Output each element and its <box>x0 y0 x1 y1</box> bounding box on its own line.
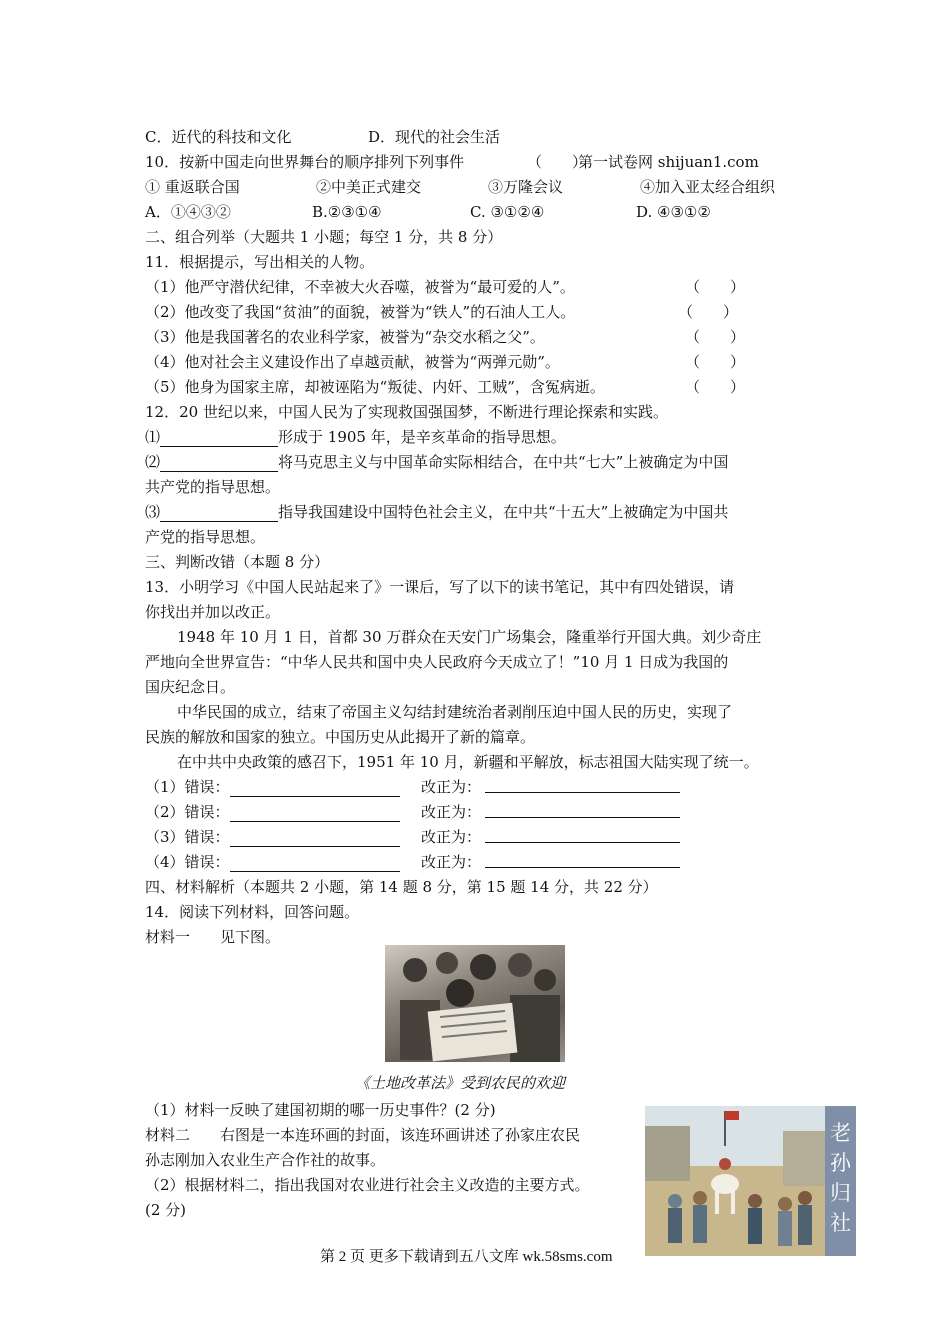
q11-item-2: （2）他改变了我国“贫油”的面貌，被誉为“铁人”的石油人工人。 <box>145 303 576 321</box>
error-label: （3）错误： <box>145 828 230 846</box>
q10-option-b: B.②③①④ <box>312 203 382 221</box>
item-text: 指导我国建设中国特色社会主义，在中共“十五大”上被确定为中国共 <box>278 503 729 521</box>
watermark-site: 第一试卷网 shijuan1.com <box>578 153 759 171</box>
answer-paren: （ ） <box>685 378 746 396</box>
error-blank[interactable] <box>230 781 400 797</box>
question-12: 12．20 世纪以来，中国人民为了实现救国强国梦，不断进行理论探索和实践。 <box>145 403 668 421</box>
fix-label: 改正为： <box>421 828 482 846</box>
error-blank[interactable] <box>230 831 400 847</box>
fix-label: 改正为： <box>421 853 482 871</box>
q11-item-3: （3）他是我国著名的农业科学家，被誉为“杂交水稻之父”。 <box>145 328 545 346</box>
error-blank[interactable] <box>230 856 400 872</box>
answer-paren: （ ） <box>685 353 746 371</box>
q10-item-4: ④加入亚太经合组织 <box>640 178 776 196</box>
question-13: 13．小明学习《中国人民站起来了》一课后，写了以下的读书笔记，其中有四处错误，请 <box>145 578 735 596</box>
crowd-figures <box>385 945 565 1062</box>
option-d: D．现代的社会生活 <box>368 128 501 146</box>
q10-option-d: D. ④③①② <box>636 203 711 221</box>
error-row <box>145 827 482 847</box>
q12-item-1 <box>145 427 566 447</box>
fix-blank[interactable] <box>485 852 680 868</box>
q12-item-3 <box>145 502 728 522</box>
fix-blank[interactable] <box>485 827 680 843</box>
material-2-cont: 孙志刚加入农业生产合作社的故事。 <box>145 1151 386 1169</box>
error-label: （1）错误： <box>145 778 230 796</box>
item-text: 形成于 1905 年，是辛亥革命的指导思想。 <box>278 428 566 446</box>
notes-para-3: 在中共中央政策的感召下，1951 年 10 月，新疆和平解放，标志祖国大陆实现了统一。 <box>177 753 759 771</box>
q10-item-3: ③万隆会议 <box>488 178 564 196</box>
option-c: C．近代的科技和文化 <box>145 128 292 146</box>
section-2-heading: 二、组合列举（大题共 1 小题；每空 1 分，共 8 分） <box>145 228 503 246</box>
error-label: （4）错误： <box>145 853 230 871</box>
notes-para-1-end: 国庆纪念日。 <box>145 678 236 696</box>
question-11: 11．根据提示，写出相关的人物。 <box>145 253 375 271</box>
fill-blank[interactable] <box>160 431 278 447</box>
comic-illustration <box>645 1106 825 1256</box>
comic-book-cover <box>645 1106 856 1256</box>
section-3-heading: 三、判断改错（本题 8 分） <box>145 553 330 571</box>
q14-part-2: （2）根据材料二，指出我国对农业进行社会主义改造的主要方式。 <box>145 1176 590 1194</box>
notes-para-1: 1948 年 10 月 1 日，首都 30 万群众在天安门广场集会，隆重举行开国大典。刘少奇庄 <box>177 628 762 646</box>
material-1-label: 材料一 见下图。 <box>145 928 281 946</box>
comic-title: 老 孙 归 社 <box>825 1106 856 1256</box>
fix-label: 改正为： <box>421 803 482 821</box>
section-4-heading: 四、材料解析（本题共 2 小题，第 14 题 8 分，第 15 题 14 分，共 22 分） <box>145 878 658 896</box>
q12-item-3-cont: 产党的指导思想。 <box>145 528 266 546</box>
fix-blank[interactable] <box>485 777 680 793</box>
question-13-cont: 你找出并加以改正。 <box>145 603 281 621</box>
notes-para-2-cont: 民族的解放和国家的独立。中国历史从此揭开了新的篇章。 <box>145 728 536 746</box>
item-number: ⑵ <box>145 453 161 471</box>
page-footer: 第 2 页 更多下载请到五八文库 wk.58sms.com <box>320 1249 613 1265</box>
notes-para-1-cont: 严地向全世界宣告：“中华人民共和国中央人民政府今天成立了！”10 月 1 日成为我国的 <box>145 653 729 671</box>
q10-item-2: ②中美正式建交 <box>316 178 422 196</box>
answer-paren: （ ） <box>678 303 739 321</box>
land-reform-photo <box>385 945 565 1062</box>
question-14: 14．阅读下列材料，回答问题。 <box>145 903 360 921</box>
q14-part-1: （1）材料一反映了建国初期的哪一历史事件？(2 分) <box>145 1101 496 1119</box>
q10-option-a: A．①④③② <box>145 203 231 221</box>
error-label: （2）错误： <box>145 803 230 821</box>
fill-blank[interactable] <box>160 456 278 472</box>
item-number: ⑴ <box>145 428 161 446</box>
q12-item-2-cont: 共产党的指导思想。 <box>145 478 281 496</box>
q12-item-2 <box>145 452 728 472</box>
q10-option-c: C. ③①②④ <box>470 203 545 221</box>
error-row <box>145 802 482 822</box>
q10-item-1: ① 重返联合国 <box>145 178 240 196</box>
q11-item-1: （1）他严守潜伏纪律，不幸被大火吞噬，被誉为“最可爱的人”。 <box>145 278 575 296</box>
material-2-label: 材料二 右图是一本连环画的封面，该连环画讲述了孙家庄农民 <box>145 1126 581 1144</box>
error-row <box>145 852 482 872</box>
answer-paren: （ ） <box>527 153 588 171</box>
question-10: 10．按新中国走向世界舞台的顺序排列下列事件 <box>145 153 465 171</box>
fill-blank[interactable] <box>160 506 278 522</box>
answer-paren: （ ） <box>685 278 746 296</box>
fix-blank[interactable] <box>485 802 680 818</box>
error-row <box>145 777 482 797</box>
item-text: 将马克思主义与中国革命实际相结合，在中共“七大”上被确定为中国 <box>278 453 729 471</box>
q11-item-5: （5）他身为国家主席，却被诬陷为“叛徒、内奸、工贼”，含冤病逝。 <box>145 378 605 396</box>
q14-part-2-score: (2 分) <box>145 1201 187 1219</box>
item-number: ⑶ <box>145 503 161 521</box>
photo-caption: 《土地改革法》受到农民的欢迎 <box>355 1074 566 1092</box>
fix-label: 改正为： <box>421 778 482 796</box>
notes-para-2: 中华民国的成立，结束了帝国主义勾结封建统治者剥削压迫中国人民的历史，实现了 <box>177 703 733 721</box>
error-blank[interactable] <box>230 806 400 822</box>
q11-item-4: （4）他对社会主义建设作出了卓越贡献，被誉为“两弹元勋”。 <box>145 353 560 371</box>
answer-paren: （ ） <box>685 328 746 346</box>
